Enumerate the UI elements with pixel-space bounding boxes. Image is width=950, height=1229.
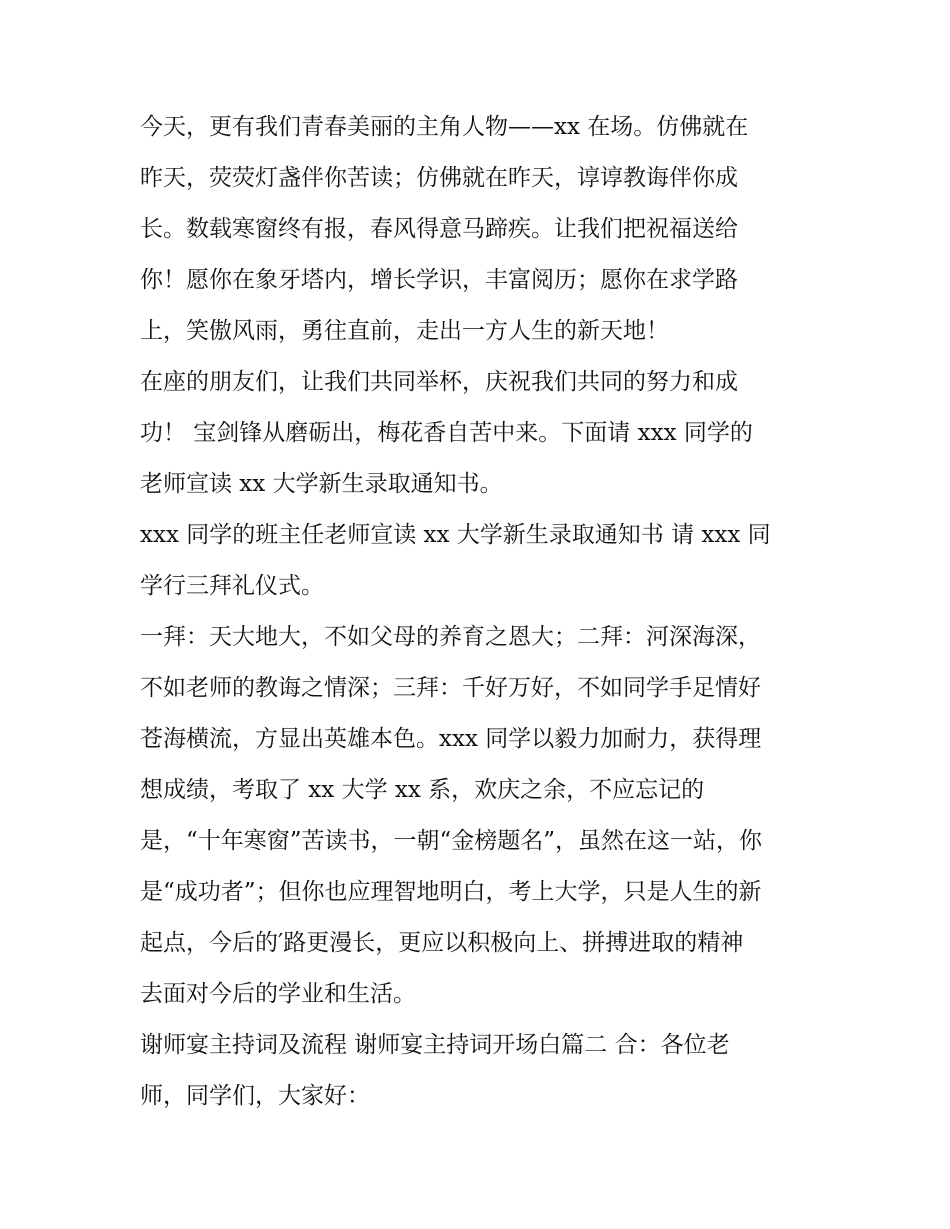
text-line-10: 学行三拜礼仪式。 [140, 573, 324, 599]
text-line-1: 今天，更有我们青春美丽的主角人物——xx 在场。仿佛就在 [140, 114, 749, 140]
text-line-11: 一拜：天大地大，不如父母的养育之恩大；二拜：河深海深， [140, 624, 761, 650]
text-line-18: 去面对今后的学业和生活。 [140, 981, 416, 1007]
text-line-3: 长。数载寒窗终有报，春风得意马蹄疾。让我们把祝福送给 [140, 216, 738, 242]
text-line-15: 是，“十年寒窗”苦读书，一朝“金榜题名”，虽然在这一站，你 [140, 828, 763, 854]
text-line-8: 老师宣读 xx 大学新生录取通知书。 [140, 471, 503, 497]
text-line-14: 想成绩，考取了 xx 大学 xx 系，欢庆之余，不应忘记的 [140, 777, 705, 803]
text-line-4: 你！愿你在象牙塔内，增长学识，丰富阅历；愿你在求学路 [140, 267, 738, 293]
text-line-13: 苍海横流，方显出英雄本色。xxx 同学以毅力加耐力，获得理 [140, 726, 762, 752]
text-line-16: 是“成功者”；但你也应理智地明白，考上大学，只是人生的新 [140, 879, 762, 905]
text-line-20: 师，同学们，大家好： [140, 1083, 370, 1109]
text-line-6: 在座的朋友们，让我们共同举杯，庆祝我们共同的努力和成 [140, 369, 738, 395]
text-line-7: 功！ 宝剑锋从磨砺出，梅花香自苦中来。下面请 xxx 同学的 [140, 420, 753, 446]
text-line-5: 上，笑傲风雨，勇往直前，走出一方人生的新天地！ [140, 318, 669, 344]
text-line-12: 不如老师的教诲之情深；三拜：千好万好，不如同学手足情好 [140, 675, 761, 701]
text-line-2: 昨天，荧荧灯盏伴你苦读；仿佛就在昨天，谆谆教诲伴你成 [140, 165, 738, 191]
text-line-9: xxx 同学的班主任老师宣读 xx 大学新生录取通知书 请 xxx 同 [140, 522, 771, 548]
text-line-17: 起点，今后的′路更漫长，更应以积极向上、拼搏进取的精神 [140, 930, 744, 956]
text-line-19: 谢师宴主持词及流程 谢师宴主持词开场白篇二 合：各位老 [140, 1032, 730, 1058]
